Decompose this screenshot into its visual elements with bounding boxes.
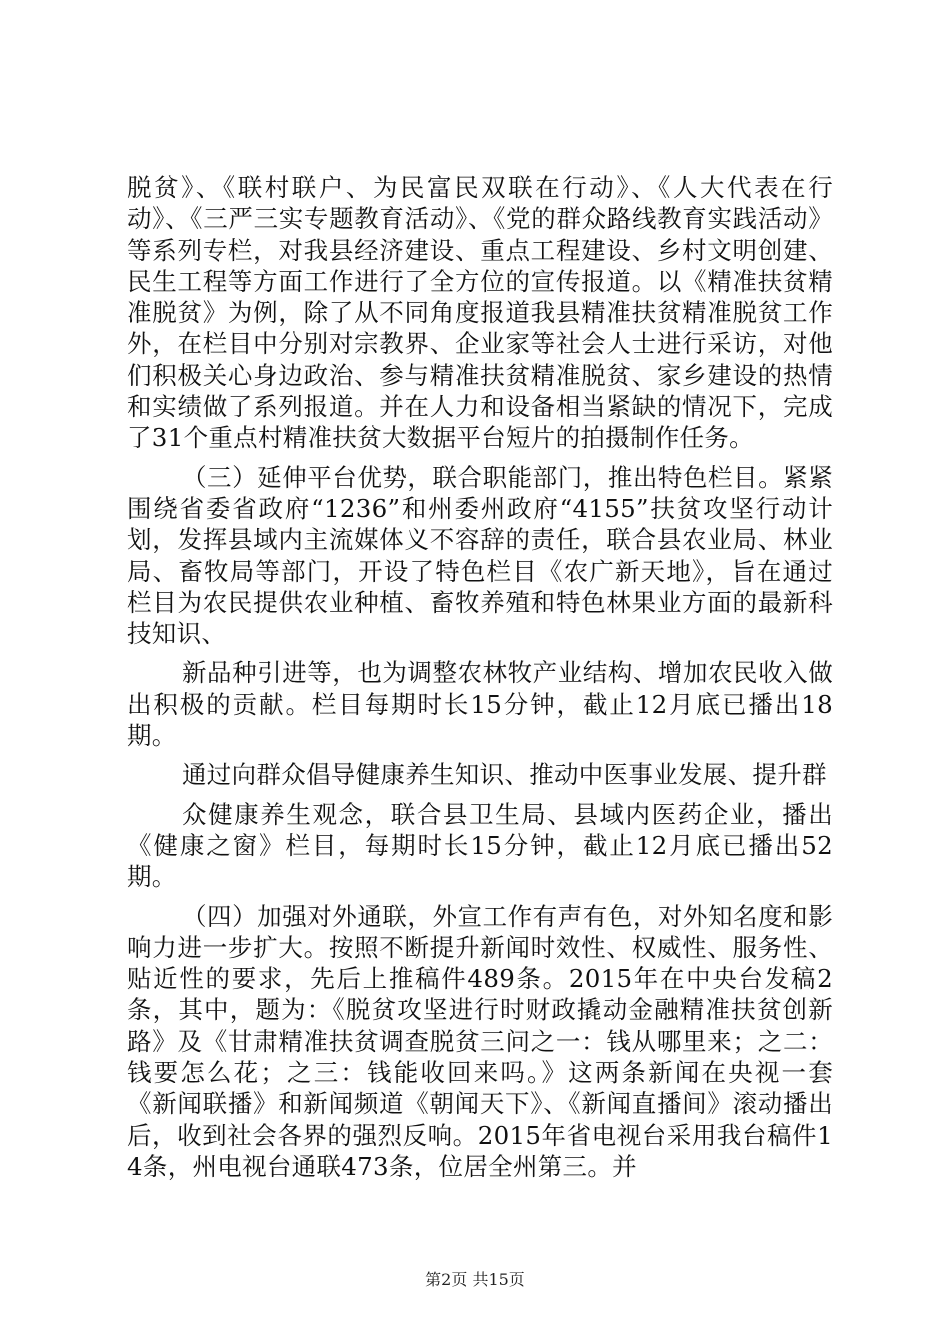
page-number-footer: 第2页 共15页 <box>425 1270 525 1289</box>
paragraph-section-three: （三）延伸平台优势，联合职能部门，推出特色栏目。紧紧围绕省委省政府“1236”和州委州政府“4155”扶贫攻坚行动计划，发挥县域内主流媒体义不容辞的责任，联合县农业局、林业局、畜牧局等部门，开设了特色栏目《农广新天地》，旨在通过栏目为农民提供农业种植、畜牧养殖和特色林果业方面的最新科技知识、 <box>127 462 833 649</box>
paragraph-health-window: 众健康养生观念，联合县卫生局、县域内医药企业，播出《健康之窗》栏目，每期时长15分钟，截止12月底已播出52期。 <box>127 799 833 892</box>
paragraph-section-four: （四）加强对外通联，外宣工作有声有色，对外知名度和影响力进一步扩大。按照不断提升新闻时效性、权威性、服务性、贴近性的要求，先后上推稿件489条。2015年在中央台发稿2条，其中，题为：《脱贫攻坚进行时财政撬动金融精准扶贫创新路》及《甘肃精准扶贫调查脱贫三问之一：钱从哪里来；之二：钱要怎么花；之三：钱能收回来吗。》这两条新闻在央视一套《新闻联播》和新闻频道《朝闻天下》、《新闻直播间》滚动播出后，收到社会各界的强烈反响。2015年省电视台采用我台稿件14条，州电视台通联473条，位居全州第三。并 <box>127 901 833 1181</box>
paragraph-continued: 脱贫》、《联村联户、为民富民双联在行动》、《人大代表在行动》、《三严三实专题教育活动》、《党的群众路线教育实践活动》等系列专栏，对我县经济建设、重点工程建设、乡村文明创建、民生工程等方面工作进行了全方位的宣传报道。以《精准扶贫精准脱贫》为例，除了从不同角度报道我县精准扶贫精准脱贫工作外，在栏目中分别对宗教界、企业家等社会人士进行采访，对他们积极关心身边政治、参与精准扶贫精准脱贫、家乡建设的热情和实绩做了系列报道。并在人力和设备相当紧缺的情况下，完成了31个重点村精准扶贫大数据平台短片的拍摄制作任务。 <box>127 173 833 453</box>
paragraph-health-intro: 通过向群众倡导健康养生知识、推动中医事业发展、提升群 <box>182 760 827 790</box>
document-body <box>127 172 833 1190</box>
paragraph-new-varieties: 新品种引进等，也为调整农林牧产业结构、增加农民收入做出积极的贡献。栏目每期时长15分钟，截止12月底已播出18期。 <box>127 658 833 751</box>
